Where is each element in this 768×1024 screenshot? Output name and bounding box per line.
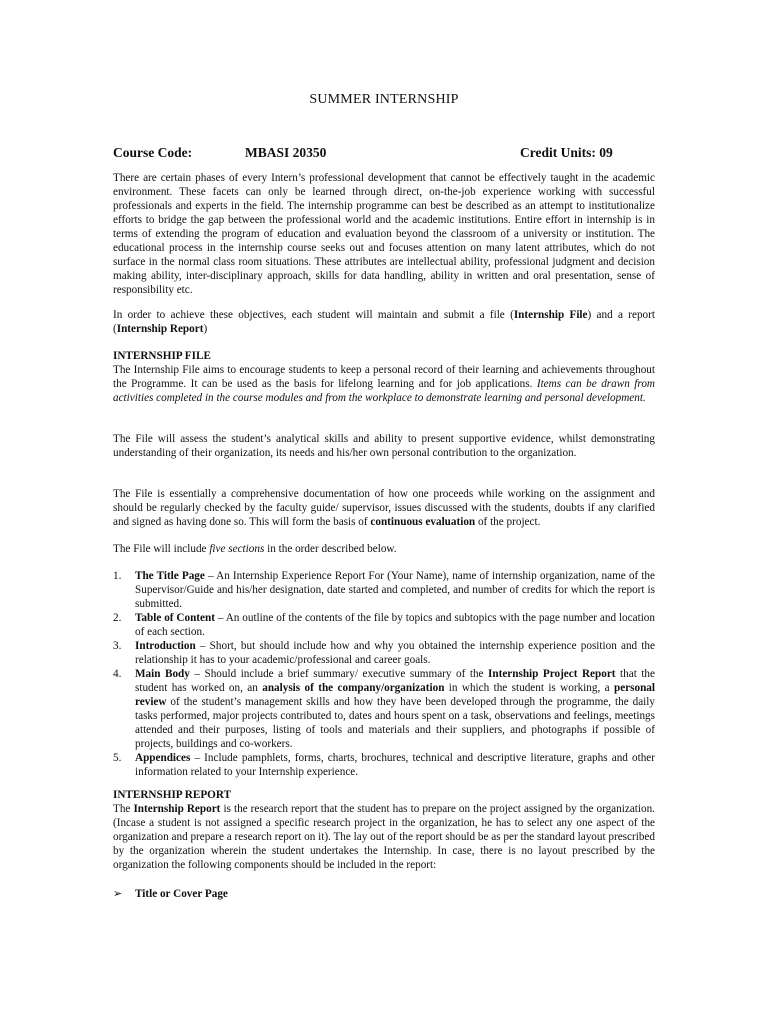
- file-paragraph-2: The File will assess the student’s analytical skills and ability to present supportive evidence, whilst demonstrating understanding of their organization, its needs and his/her own personal contribution to the organization.: [113, 433, 655, 459]
- file-paragraph-4: [113, 542, 655, 556]
- report-term: Internship Report: [133, 803, 221, 815]
- credit-units: Credit Units: 09: [520, 145, 613, 160]
- project-report-term: Internship Project Report: [488, 668, 616, 680]
- list-text: – Short, but should include how and why you obtained the internship experience position and the relationship it has to your academic/professional and career goals.: [135, 640, 655, 666]
- list-number: 1.: [113, 570, 122, 582]
- internship-report-term: Internship Report: [116, 323, 204, 335]
- bullet-item-label: Title or Cover Page: [135, 888, 228, 900]
- list-term: Appendices: [135, 752, 191, 764]
- objectives-text-1: In order to achieve these objectives, each student will maintain and submit a file (: [113, 309, 514, 321]
- file-p1-italic: Items can be drawn from activities completed in the course modules and from the workplace to demonstrate learning and personal development.: [113, 378, 655, 404]
- objectives-text-3: ): [203, 323, 208, 335]
- list-item: [113, 569, 655, 611]
- list-term: Table of Content: [135, 612, 215, 624]
- report-text: is the research report that the student has to prepare on the project assigned by the organization. (Incase a student is not assigned a specific research project in the organization, he has to select any one aspect of the organization and prepare a research report on it). The lay out of the report should be as per the standard layout prescribed by the organization wherein the student undertakes the Internship. In case, there is no layout prescribed by the organization the following components should be included in the report:: [113, 803, 655, 871]
- list-item: [113, 667, 655, 751]
- report-paragraph: [113, 802, 655, 872]
- internship-file-term: Internship File: [513, 309, 588, 321]
- personal-review-term: personal review: [135, 682, 656, 708]
- list-number: 4.: [113, 668, 122, 680]
- course-info-row: [113, 146, 655, 164]
- list-text: – An Internship Experience Report For (Your Name), name of internship organization, name of the Supervisor/Guide and his/her designation, date started and completed, and number of credits for which the report is submitted.: [135, 570, 655, 610]
- file-p4-pre: The File will include: [113, 543, 210, 555]
- file-paragraph-3: [113, 487, 655, 529]
- arrow-bullet-icon: ➢: [113, 888, 123, 900]
- sections-list-wrapper: [113, 569, 655, 779]
- list-number: 5.: [113, 752, 122, 764]
- list-term: Introduction: [135, 640, 196, 652]
- company-analysis-term: analysis of the company/organization: [262, 682, 445, 694]
- file-paragraph-1: [113, 363, 655, 405]
- file-p1-text: The Internship File aims to encourage students to keep a personal record of their learning and achievements throughout the Programme. It can be used as the basis for lifelong learning and for job applications.: [113, 364, 655, 390]
- list-text: in which the student is working, a: [444, 682, 614, 694]
- course-code-label: Course Code:: [113, 145, 193, 160]
- list-item: [113, 611, 655, 639]
- list-number: 3.: [113, 640, 122, 652]
- list-term: Main Body: [135, 668, 190, 680]
- list-text: of the student’s management skills and how they have been developed through the programme, the daily tasks performed, major projects contributed to, dates and hours spent on a task, observations and feelings, meetings attended and their purposes, listing of tools and materials and their suppliers, and photographs if possible of projects, buildings and co-workers.: [135, 696, 655, 750]
- objectives-text-2: ) and a report (: [113, 309, 655, 335]
- sections-list: [113, 569, 655, 779]
- list-number: 2.: [113, 612, 122, 624]
- bullet-list-item: [113, 887, 655, 901]
- file-p3-text: The File is essentially a comprehensive documentation of how one proceeds while working on the assignment and should be regularly checked by the faculty guide/ supervisor, issues discussed with the students, doubts if any clarified and signed as having done so. This will form the basis of: [113, 488, 655, 528]
- objectives-paragraph: [113, 308, 655, 336]
- file-p3-end: of the project.: [475, 516, 541, 528]
- list-term: The Title Page: [135, 570, 205, 582]
- internship-file-heading: INTERNSHIP FILE: [113, 350, 211, 362]
- report-text-pre: The: [113, 803, 134, 815]
- intro-paragraph: There are certain phases of every Intern’s professional development that cannot be effectively taught in the academic environment. These facets can only be learned through direct, on-the-job experience working with successful professionals and experts in the field. The internship programme can best be described as an attempt to institutionalize efforts to bridge the gap between the professional world and the academic institutions. Entire effort in internship is in terms of extending the program of education and evaluation beyond the classroom of a university or institution. The educational process in the internship course seeks out and focuses attention on many latent attributes, which do not surface in the normal class room situations. These attributes are intellectual ability, professional judgment and decision making ability, inter-disciplinary approach, skills for data handling, ability in written and oral presentation, sense of responsibility etc.: [113, 172, 655, 296]
- continuous-evaluation-term: continuous evaluation: [370, 516, 476, 528]
- file-p4-post: in the order described below.: [264, 543, 397, 555]
- list-text: – An outline of the contents of the file by topics and subtopics with the page number and location of each section.: [135, 612, 655, 638]
- list-text: – Should include a brief summary/ executive summary of the: [189, 668, 489, 680]
- five-sections-term: five sections: [209, 543, 265, 555]
- course-code-value: MBASI 20350: [245, 145, 327, 160]
- list-text: that the student has worked on, an: [135, 668, 655, 694]
- list-item: [113, 751, 655, 779]
- internship-report-heading: INTERNSHIP REPORT: [113, 789, 232, 801]
- list-text: – Include pamphlets, forms, charts, brochures, technical and descriptive literature, graphs and other information related to your Internship experience.: [135, 752, 655, 778]
- list-item: [113, 639, 655, 667]
- document-title: SUMMER INTERNSHIP: [309, 92, 459, 107]
